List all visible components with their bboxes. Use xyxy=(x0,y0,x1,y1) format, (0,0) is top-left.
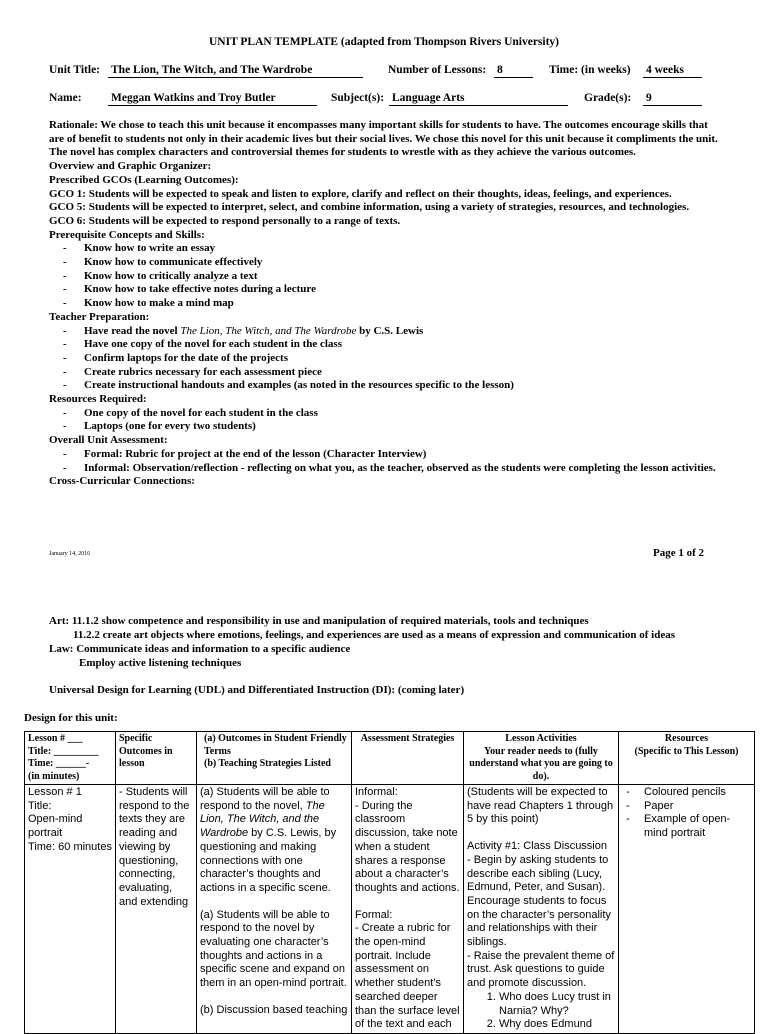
lesson-plan-table xyxy=(24,731,755,1034)
unit-title-label: Unit Title: xyxy=(49,64,101,76)
prereq-heading: Prerequisite Concepts and Skills: xyxy=(49,228,205,241)
name-value: Meggan Watkins and Troy Butler xyxy=(108,92,317,106)
udl-heading: Universal Design for Learning (UDL) and Differentiated Instruction (DI): (coming later) xyxy=(49,684,465,696)
cell-specific-outcomes: - Students will respond to the texts they are reading and viewing by questioning, connecting, evaluating, and extending xyxy=(116,785,197,1034)
list-item: - Know how to communicate effectively xyxy=(63,256,263,269)
gco-1: GCO 1: Students will be expected to speak and listen to explore, clarify and reflect on their thoughts, ideas, feelings, and experiences. xyxy=(49,187,672,200)
list-item: - Paper xyxy=(626,799,674,812)
list-item: - Know how to make a mind map xyxy=(63,297,234,310)
list-item: 2. Why does Edmund xyxy=(499,1018,615,1032)
gco-6: GCO 6: Students will be expected to respond personally to a range of texts. xyxy=(49,214,401,227)
law-outcome-1: Law: Communicate ideas and information to a specific audience xyxy=(49,643,351,655)
resources-list xyxy=(49,407,721,434)
list-item: - Know how to critically analyze a text xyxy=(63,269,258,282)
header-assessment: Assessment Strategies xyxy=(352,732,464,785)
law-outcome-2: Employ active listening techniques xyxy=(79,657,242,669)
list-item: 1. Who does Lucy trust in Narnia? Why? xyxy=(499,991,615,1018)
list-item: - Have one copy of the novel for each student in the class xyxy=(63,338,342,351)
cell-resources xyxy=(619,785,755,1034)
time-label: Time: (in weeks) xyxy=(549,64,631,76)
footer-date: January 14, 2016 xyxy=(49,551,91,557)
list-item: - Create instructional handouts and examples (as noted in the resources specific to the lesson) xyxy=(63,379,514,392)
prereq-list xyxy=(49,242,721,311)
subject-label: Subject(s): xyxy=(331,92,385,104)
list-item: - Informal: Observation/reflection - reflecting on what you, as the teacher, observed as the students were completing the lesson activities. xyxy=(63,461,716,474)
cell-assessment: Informal: - During the classroom discussion, take note when a student shares a response about a character’s thoughts and actions. Formal: - Create a rubric for the open-mind portrait. Include assessment on whether student’s searched deeper than the surface level of the text and each xyxy=(352,785,464,1034)
list-item: - Confirm laptops for the date of the projects xyxy=(63,351,288,364)
header-specific-outcomes: Specific Outcomes in lesson xyxy=(116,732,197,785)
teacher-prep-list xyxy=(49,325,721,394)
table-header-row xyxy=(25,732,755,785)
time-value: 4 weeks xyxy=(643,64,702,78)
footer-page-number: Page 1 of 2 xyxy=(652,547,704,559)
assessment-list xyxy=(49,448,721,475)
rationale: Rationale: We chose to teach this unit because it encompasses many important skills for students to have. The outcomes encourage skills that are of benefit to students not only in their academic lives but their social lives. We chose this novel for this unit because it compliments the unit. The novel has complex characters and controversial themes for students to wrestle with as they achieve the various outcomes. xyxy=(49,119,718,159)
cross-curricular-heading: Cross-Curricular Connections: xyxy=(49,475,195,488)
header-lesson-activities: Lesson Activities Your reader needs to (fully understand what you are going to do). xyxy=(464,732,619,785)
cell-lesson-activities: (Students will be expected to have read Chapters 1 through 5 by this point) Activity #1: Class Discussion - Begin by asking students to describe each sibling (Lucy, Edmund, Peter, and Susan). Encourage students to focus on the character’s personality and relationships with their siblings. - Raise the prevalent theme of trust. Ask questions to guide and promote discussion. 1. Who does Lucy trust in Narnia? Why? 2. Why does Edmund xyxy=(464,785,619,1034)
list-item: - Coloured pencils xyxy=(626,786,726,798)
list-item: - Know how to write an essay xyxy=(63,242,216,255)
list-item: - One copy of the novel for each student in the class xyxy=(63,406,318,419)
name-label: Name: xyxy=(49,92,82,104)
unit-plan-body xyxy=(49,119,721,489)
design-heading: Design for this unit: xyxy=(24,712,118,724)
document-title: UNIT PLAN TEMPLATE (adapted from Thompson Rivers University) xyxy=(208,36,560,48)
list-item: - Example of open-mind portrait xyxy=(626,813,731,840)
gcos-heading: Prescribed GCOs (Learning Outcomes): xyxy=(49,173,239,186)
table-row xyxy=(25,785,755,1034)
unit-title-value: The Lion, The Witch, and The Wardrobe xyxy=(108,64,363,78)
teacher-prep-heading: Teacher Preparation: xyxy=(49,310,150,323)
lessons-label: Number of Lessons: xyxy=(388,64,487,76)
resources-heading: Resources Required: xyxy=(49,393,147,406)
header-outcomes-strategies: (a) Outcomes in Student Friendly Terms (b) Teaching Strategies Listed xyxy=(197,732,352,785)
gco-5: GCO 5: Students will be expected to interpret, select, and combine information, using a variety of strategies, resources, and technologies. xyxy=(49,201,690,214)
assessment-heading: Overall Unit Assessment: xyxy=(49,434,168,447)
cell-lesson-info: Lesson # 1 Title: Open-mind portrait Time: 60 minutes xyxy=(25,785,116,1034)
header-resources: Resources (Specific to This Lesson) xyxy=(619,732,755,785)
subject-value: Language Arts xyxy=(389,92,568,106)
list-item: - Laptops (one for every two students) xyxy=(63,420,256,433)
list-item: - Create rubrics necessary for each assessment piece xyxy=(63,365,322,378)
list-item: - Have read the novel The Lion, The Witch, and The Wardrobe by C.S. Lewis xyxy=(63,324,424,337)
grade-value: 9 xyxy=(643,92,702,106)
art-outcome-2: 11.2.2 create art objects where emotions, feelings, and experiences are used as a means of expression and communication of ideas xyxy=(73,629,675,641)
grade-label: Grade(s): xyxy=(584,92,632,104)
overview-heading: Overview and Graphic Organizer: xyxy=(49,160,212,173)
art-outcome-1: Art: 11.1.2 show competence and responsibility in use and manipulation of required materials, tools and techniques xyxy=(49,615,589,627)
list-item: - Know how to take effective notes during a lecture xyxy=(63,283,316,296)
list-item: - Formal: Rubric for project at the end of the lesson (Character Interview) xyxy=(63,447,427,460)
header-lesson: Lesson # ___ Title: _________ Time: ______- (in minutes) xyxy=(25,732,116,785)
lessons-value: 8 xyxy=(494,64,533,78)
cell-outcomes-strategies: (a) Students will be able to respond to the novel, The Lion, The Witch, and the Wardrobe by C.S. Lewis, by questioning and making connections with one character’s thoughts and actions in a specific scene. (a) Students will be able to respond to the novel by evaluating one character’s thoughts and actions in a specific scene and expand on them in an open-mind portrait. (b) Discussion based teaching xyxy=(197,785,352,1034)
